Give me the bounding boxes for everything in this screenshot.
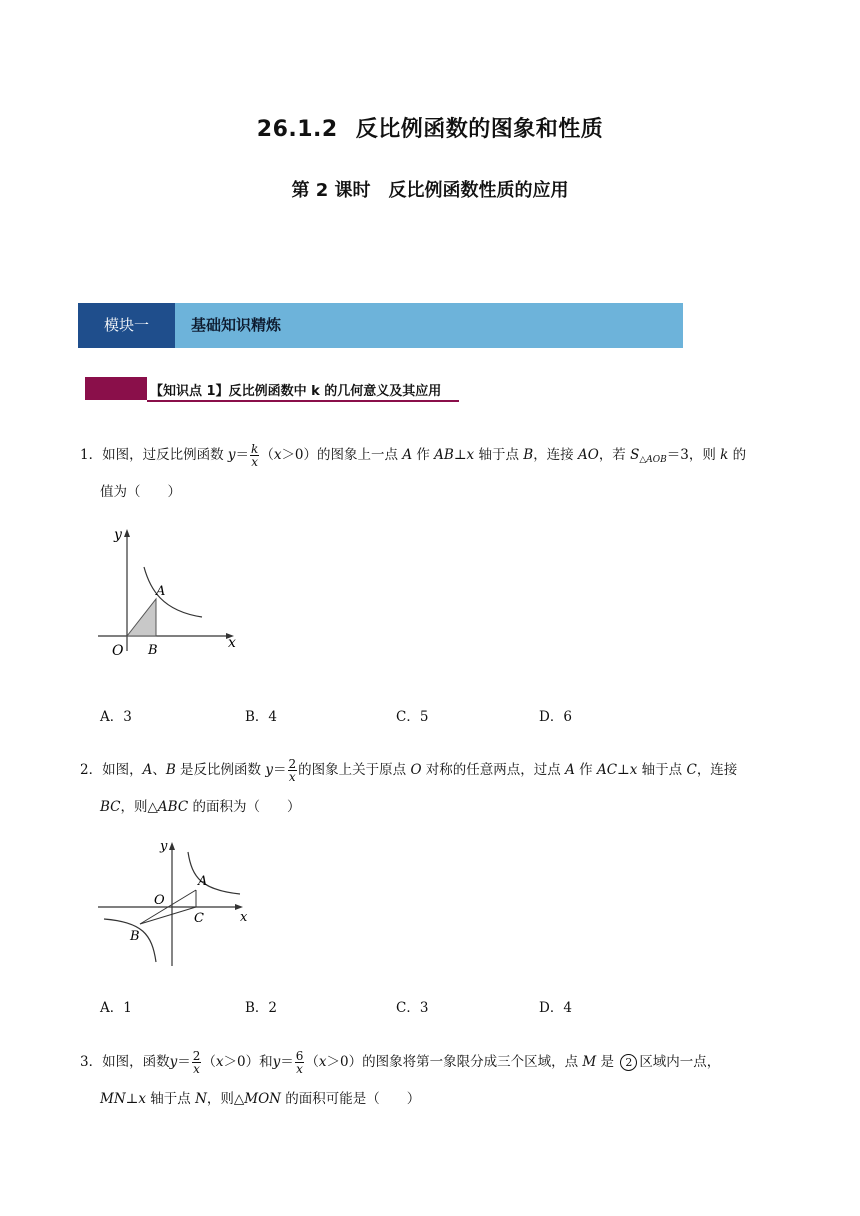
point-label-b: B <box>148 643 158 658</box>
option-c: C．3 <box>396 1000 429 1016</box>
question-1-line-2: 值为（ ） <box>100 484 181 500</box>
option-c: C．5 <box>396 709 429 725</box>
fraction-k-over-x: $\frac{k}{x}$ <box>251 442 259 469</box>
axis-label-y: y <box>160 839 168 854</box>
point-label-a: A <box>198 874 208 889</box>
lesson-title: 反比例函数性质的应用 <box>388 180 569 201</box>
module-banner <box>78 303 683 348</box>
module-name: 基础知识精炼 <box>191 316 282 334</box>
section-number: 26.1.2 <box>256 117 338 142</box>
option-b: B．4 <box>245 709 278 725</box>
point-label-b: B <box>130 929 140 944</box>
point-label-c: C <box>194 911 204 926</box>
lesson-subtitle <box>0 176 860 202</box>
fraction-2-over-x: $\frac{2}{x}$ <box>288 757 297 784</box>
knowledge-point-heading: 【知识点 1】反比例函数中 k 的几何意义及其应用 <box>150 384 442 399</box>
option-a: A．3 <box>100 709 132 725</box>
point-label-a: A <box>156 584 166 599</box>
axis-label-x: x <box>240 910 248 925</box>
axis-label-y: y <box>114 527 122 543</box>
option-d: D．6 <box>539 709 572 725</box>
question-number: 2． <box>80 762 103 778</box>
option-a: A．1 <box>100 1000 132 1016</box>
section-title: 反比例函数的图象和性质 <box>355 117 604 142</box>
question-2-figure <box>94 838 254 968</box>
question-3-line-2: MN⊥x 轴于点 N，则△MON 的面积可能是（ ） <box>100 1091 421 1107</box>
knowledge-point-marker <box>85 377 147 400</box>
axis-label-x: x <box>228 635 236 651</box>
point-label-o: O <box>154 893 165 908</box>
region-2-marker: 2 <box>620 1054 637 1071</box>
lesson-label: 第 2 课时 <box>291 180 371 201</box>
question-3: 3．如图，函数y＝ $\frac{2}{x}$ （x＞0）和y＝ $\frac{6}{x}$ （x＞0）的图象将第一象限分成三个区域，点 M 是 2 区域内一点， <box>80 1049 721 1076</box>
point-label-o: O <box>112 643 124 659</box>
page-title <box>0 112 860 143</box>
fraction-2-over-x: $\frac{2}{x}$ <box>192 1049 201 1076</box>
question-2: 2．如图，A、B 是反比例函数 y＝ $\frac{2}{x}$ 的图象上关于原点 O 对称的任意两点，过点 A 作 AC⊥x 轴于点 C，连接 <box>80 757 738 784</box>
question-2-line-2: BC，则△ABC 的面积为（ ） <box>100 799 301 815</box>
option-b: B．2 <box>245 1000 278 1016</box>
question-number: 3． <box>80 1054 103 1070</box>
fraction-6-over-x: $\frac{6}{x}$ <box>295 1049 304 1076</box>
module-tag: 模块一 <box>78 303 175 348</box>
option-d: D．4 <box>539 1000 572 1016</box>
question-1-figure <box>90 523 250 663</box>
question-1: 1．如图，过反比例函数 y＝ $\frac{k}{x}$ （x＞0）的图象上一点 A 作 AB⊥x 轴于点 B，连接 AO，若 $S_{\triangle AOB}=3$，则 k 的 <box>80 442 747 469</box>
question-number: 1． <box>80 447 103 463</box>
knowledge-point-underline <box>147 400 459 402</box>
